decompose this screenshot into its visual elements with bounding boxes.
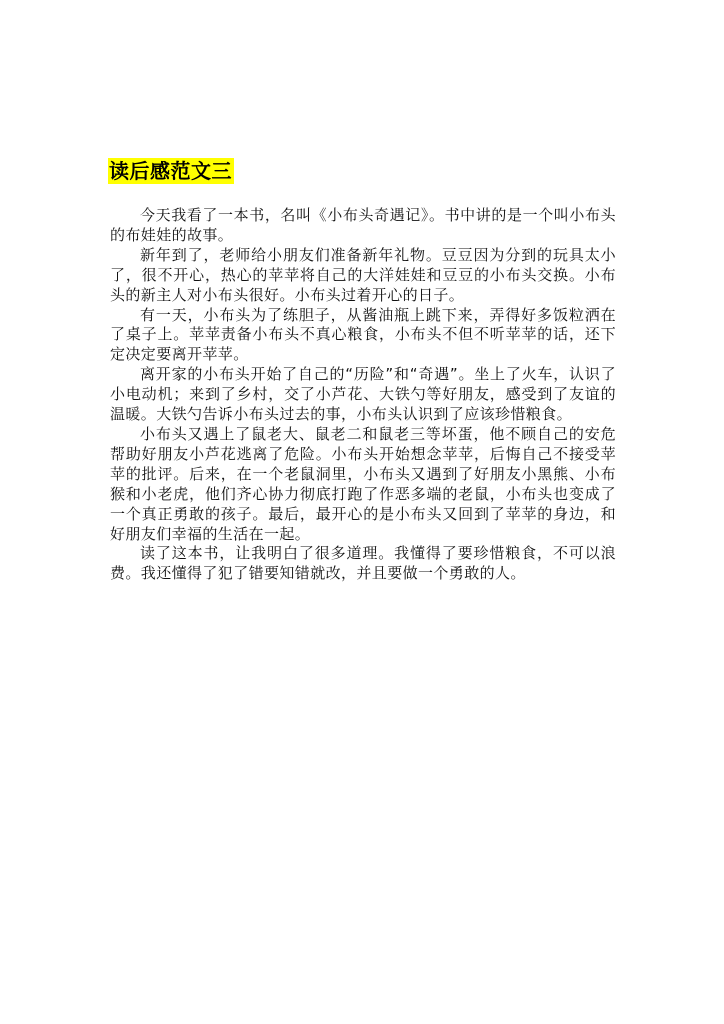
paragraph-2: 新年到了，老师给小朋友们准备新年礼物。豆豆因为分到的玩具太小了，很不开心，热心的苹苹将自己的大洋娃娃和豆豆的小布头交换。小布头的新主人对小布头很好。小布头过着开心的日子。 [110,245,616,304]
document-title: 读后感范文三 [109,159,232,183]
paragraph-4: 离开家的小布头开始了自己的“历险”和“奇遇”。坐上了火车，认识了小电动机；来到了乡村，交了小芦花、大铁勺等好朋友，感受到了友谊的温暖。大铁勺告诉小布头过去的事，小布头认识到了应该珍惜粮食。 [110,365,616,424]
paragraph-1: 今天我看了一本书，名叫《小布头奇遇记》。书中讲的是一个叫小布头的布娃娃的故事。 [110,206,616,244]
paragraph-3: 有一天，小布头为了练胆子，从酱油瓶上跳下来，弄得好多饭粒洒在了桌子上。苹苹责备小布头不真心粮食，小布头不但不听苹苹的话，还下定决定要离开苹苹。 [110,305,616,364]
document-body [110,206,616,584]
paragraph-6: 读了这本书，让我明白了很多道理。我懂得了要珍惜粮食，不可以浪费。我还懂得了犯了错要知错就改，并且要做一个勇敢的人。 [110,544,616,583]
paragraph-5: 小布头又遇上了鼠老大、鼠老二和鼠老三等坏蛋，他不顾自己的安危帮助好朋友小芦花逃离了危险。小布头开始想念苹苹，后悔自己不接受苹苹的批评。后来，在一个老鼠洞里，小布头又遇到了好朋友小黑熊、小布猴和小老虎，他们齐心协力彻底打跑了作恶多端的老鼠，小布头也变成了一个真正勇敢的孩子。最后，最开心的是小布头又回到了苹苹的身边，和好朋友们幸福的生活在一起。 [110,424,616,543]
